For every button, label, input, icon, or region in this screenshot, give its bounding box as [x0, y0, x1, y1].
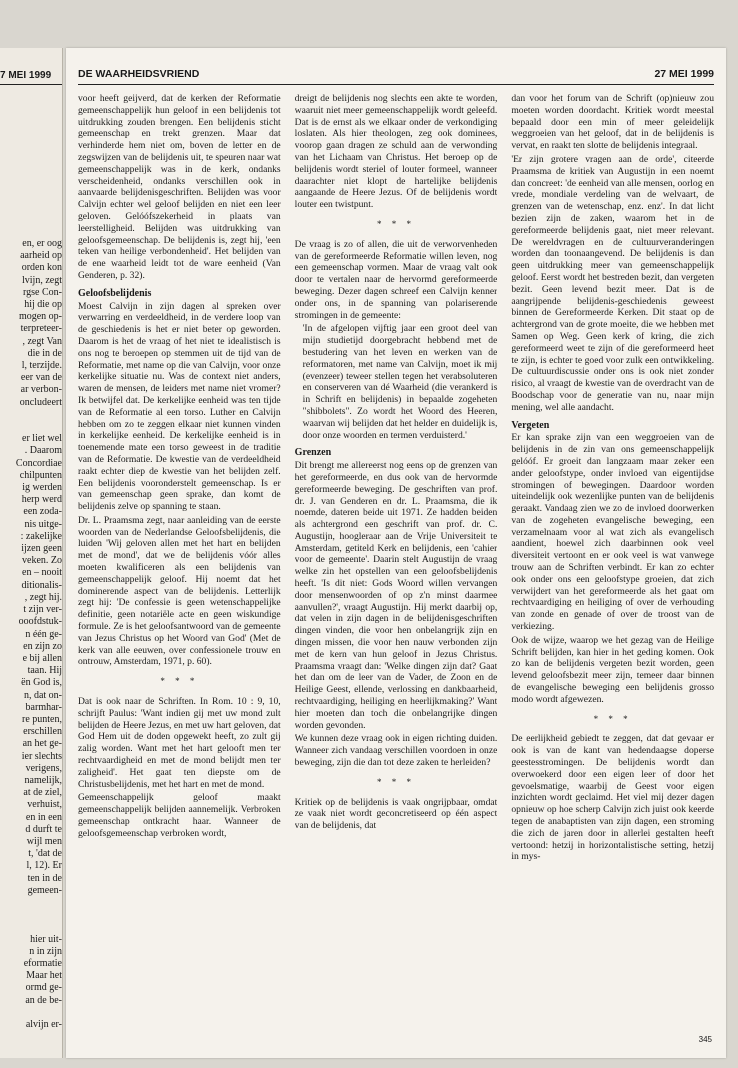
- paragraph: Gemeenschappelijk geloof maakt gemeenschappelijk belijden aannemelijk. Verbroken gemeenschap ontkracht haar. Wanneer de geloofsgemeenschap verbroken wordt,: [78, 792, 281, 839]
- paragraph: Moest Calvijn in zijn dagen al spreken over verwarring en verdeeldheid, in de verdere loop van de geschiedenis is het er niet beter op geworden. Daarom is het de vraag of het niet te idealistisch is ons nog te beroepen op stemmen uit de tijd van de Reformatie, met name op die van Calvijn, voor onze kerkelijke situatie nu. Was de context niet anders, waren de mensen, de leiders met name niet vromer? Ik betwijfel dat. De kerkelijke eenheid was ten tijde van de Reformatie al een torso. Luther en Calvijn hebben om zo te zeggen elkaar niet kunnen vinden in kerkelijke eenheid. De kerkelijke eenheid is in toenemende mate een torso geweest in de traditie van de Reformatie. De kwestie van de verdeeldheid raakt echter diep de kwestie van het belijden zelf. Een belijdenis vooronderstelt gemeenschap. Is er van gemeenschap geen sprake, dan komt de belijdenis zelve op spanning te staan.: [78, 300, 281, 513]
- previous-page-line: een zoda-: [23, 506, 62, 518]
- previous-page-line: herp werd: [21, 494, 62, 506]
- paragraph: De vraag is zo of allen, die uit de verworvenheden van de gereformeerde Reformatie willen leven, nog een gemeenschap vormen. Maar de vraag valt ook door te vertalen naar de hervormd gereformeerde beweging. Dezer dagen schreef een Calvijn kenner onder ons, in de spanning van polariserende stromingen in de gemeente:: [294, 238, 498, 321]
- previous-page-line: d durft te: [25, 823, 62, 835]
- previous-page-line: l, 12). Er: [26, 860, 62, 872]
- previous-page-line: n, dat on-: [23, 689, 62, 701]
- previous-page-line: re punten,: [22, 713, 62, 725]
- page-header: [78, 68, 714, 82]
- previous-page-line: ar verbon-: [20, 384, 62, 396]
- publication-title: DE WAARHEIDSVRIEND: [78, 68, 200, 80]
- paragraph: Dat is ook naar de Schriften. In Rom. 10 : 9, 10, schrijft Paulus: 'Want indien gij met uw mond zult belijden de Heere Jezus, en met uw hart geloven, dat God Hem uit de doden opgewekt heeft, zo zult gij zalig worden. Want met het hart gelooft men ter rechtvaardigheid en met de mond belijdt men ter zaligheid'. Het gaat ten diepste om de Christusbelijdenis, met het hart en met de mond.: [78, 696, 281, 790]
- previous-page-line: [0, 421, 62, 433]
- previous-page-line: en zijn zo: [23, 640, 62, 652]
- previous-page-line: orden kon: [21, 262, 62, 274]
- previous-page-line: Maar het: [26, 970, 62, 982]
- previous-page-line: en in een: [25, 811, 62, 823]
- previous-page-line: l, terzijde.: [21, 360, 62, 372]
- paragraph: Dr. L. Praamsma zegt, naar aanleiding van de eerste woorden van de Nederlandse Geloofsbelijdenis, die luiden 'Wij geloven allen met het hart en belijden met de mond', dat we de belijdenis vóór alles moeten kwalificeren als een belijdenis van gemeenschappelijk geloof. Hij noemt dat het dominerende aspect van de belijdenis. Letterlijk zegt hij: 'De confessie is geen wetenschappelijke definitie, geen notariële acte en geen wiskundige formule. Ze is het geloofsantwoord van de gemeente van Jezus Christus op het Woord van God' (Met de kerk van alle eeuwen, over confessionele trouw en ontrouw, Amsterdam, 1971, p. 60).: [78, 514, 281, 668]
- previous-page-line: , zegt hij.: [24, 591, 62, 603]
- previous-page-line: . Daarom: [24, 445, 62, 457]
- section-heading: Vergeten: [511, 419, 550, 431]
- magazine-page: [66, 48, 726, 1058]
- previous-page-line: erschillen: [23, 726, 62, 738]
- section-heading: Geloofsbelijdenis: [78, 287, 152, 299]
- previous-page-rule: [0, 84, 62, 85]
- paragraph: Kritiek op de belijdenis is vaak ongrijpbaar, omdat ze vaak niet wordt geconcretiseerd op één aspect van de belijdenis, dat: [294, 796, 498, 832]
- previous-page-line: hier uit-: [30, 933, 62, 945]
- previous-page-line: rgse Con-: [23, 286, 62, 298]
- previous-page-line: [0, 409, 62, 421]
- previous-page-line: at de ziel,: [23, 787, 62, 799]
- previous-page-line: barmhar-: [25, 701, 62, 713]
- previous-page-line: gemeen-: [27, 884, 62, 896]
- previous-page-date: 7 MEI 1999: [0, 70, 52, 81]
- paragraph: 'Er zijn grotere vragen aan de orde', citeerde Praamsma de kritiek van Augustijn in een noemt dan concreet: 'de eenheid van alle mensen, oorlog en vrede, mondiale verdeling van de welvaart, de grenzen van de wetenschap, enz. enz'. In dat licht bezien zijn de zaken, waarom het in de gereformeerde belijdenis gaat, niet meer relevant. De wereldvragen en de cultuurveranderingen worden dan toonaangevend. De belijdenis is dan geen uitdrukking meer van gemeenschappelijk geloof. Eerst wordt het bestreden bezit, dan vergeten bezit. Geen levend bezit meer. Dat is de aangrijpende belijdenis-geschiedenis geweest binnen de Gereformeerde Kerken. Dit staat op de achtergrond van de grote moeite, die we hebben met Samen op Weg. Geen kerk of kring, die zich gereformeerd weet te zijn of die gereformeerd heet te zijn, is echter te goed voor zulk een ontwikkeling. De cultuurdiscussie onder ons is ook niet zonder risico, al vraagt de kwestie van de overdracht van de Boodschap voor de generatie van nu, naar mijn mening, wel alle aandacht.: [511, 153, 715, 413]
- previous-page-line: veken. Zo: [22, 555, 62, 567]
- previous-page-line: [0, 921, 62, 933]
- previous-page-edge: [0, 48, 63, 1058]
- paragraph: We kunnen deze vraag ook in eigen richting duiden. Wanneer zich vandaag verschillen voordoen in onze beweging, zijn die dan tot deze zaken te herleiden?: [294, 733, 498, 769]
- previous-page-line: ën God is,: [21, 677, 62, 689]
- previous-page-line: [0, 1007, 62, 1019]
- previous-page-line: eer van de: [20, 372, 62, 384]
- page-number: 345: [698, 1035, 712, 1044]
- previous-page-line: ijzen geen: [21, 543, 62, 555]
- paragraph: Er kan sprake zijn van een weggroeien van de belijdenis in de zin van ons gemeenschappelijk gelóóf. Er groeit dan langzaam maar zeker een ander geloofstype, onder invloed van eigentijdse stromingen of bewegingen. Daardoor worden uiteindelijk ook wezenlijke punten van de belijdenis geraakt. Vandaag zien we zo de invloed doorwerken van de zogeheten evangelische beweging, een verzamelnaam voor al wat zich als evangelisch aandient, hoewel zich daarbinnen ook veel diversiteit vertoont en er ook veel is wat vanwege trouw aan de Schriften verbindt. Er kan zo echter ook onder ons een geloofstype groeien, dat zich verwijdert van het gereformeerde als het gaat om rechtvaardiging en heiliging of over de verhouding van zonde en genade of over de troost van de verkiezing.: [511, 432, 715, 633]
- previous-page-line: lvijn, zegt: [22, 274, 62, 286]
- paragraph: De eerlijkheid gebiedt te zeggen, dat dat gevaar er ook is van de kant van hedendaagse doperse geestesstromingen. De belijdenis wordt dan overwoekerd door een eigen leer of door het gevoelsmatige, waarbij de Geest voor eigen inzichten wordt geclaimd. Het viel mij dezer dagen opnieuw op hoe scherp Calvijn zich juist ook keerde tegen de anabaptisten van zijn dagen, een stroming die zich de jaren door in allerlei gestalten heeft vertoond: hetzij in horizontalistische setting, hetzij in mys-: [511, 733, 715, 863]
- previous-page-line: chilpunten: [19, 469, 62, 481]
- previous-page-line: t zijn ver-: [23, 604, 62, 616]
- previous-page-line: aarheid op: [20, 250, 62, 262]
- section-heading: Grenzen: [294, 447, 332, 459]
- section-divider: * * *: [593, 713, 632, 724]
- previous-page-line: wijl men: [26, 835, 62, 847]
- previous-page-line: ormd ge-: [25, 982, 62, 994]
- paragraph: Dit brengt me allereerst nog eens op de grenzen van het gereformeerde, en dus ook van de hervormde gereformeerde beweging. De geschriften van prof. dr. J. van Genderen en dr. L. Praamsma, die ik noemde, dateren beide uit 1971. Ze hadden beiden als achtergrond een geschrift van prof. dr. C. Augustijn, hoogleraar aan de Vrije Universiteit te Amsterdam, getiteld Kerk en belijdenis, een 'cahier voor de gemeente'. Daarin stelt Augustijn de vraag welke zin het opstellen van een geloofsbelijdenis heeft. 'Is dit niet: Gods Woord willen vervangen door mensenwoorden of op z'n minst daarmee aanvullen?', vraagt Augustijn. Hij merkt daarbij op, dat velen in zijn dagen in de belijdenisgeschriften dingen vinden, die voor hen onbelangrijk zijn en dingen missen, die voor hen nauw verbonden zijn met de kern van hun geloof in Jezus Christus. Praamsma vraagt dan: 'Welke dingen zijn dat? Gaat het dan om de leer van de Vader, de Zoon en de Heilige Geest, ellende, verlossing en dankbaarheid, rechtvaardiging, heiliging en heerlijkmaking?' Want hier moeten dan toch die onbelangrijke dingen worden gevonden.: [294, 460, 498, 731]
- previous-page-line: en, er oog: [22, 238, 62, 249]
- previous-page-line: taan. Hij: [27, 665, 62, 677]
- previous-page-line: an de be-: [25, 994, 62, 1006]
- previous-page-line: nis uitge-: [24, 518, 62, 530]
- previous-page-line: namelijk,: [24, 774, 62, 786]
- previous-page-text: [0, 238, 62, 1031]
- previous-page-line: an het ge-: [22, 738, 62, 750]
- previous-page-line: t, 'dat de: [28, 848, 62, 860]
- previous-page-line: Concordiae: [15, 457, 62, 469]
- previous-page-line: verhuist,: [27, 799, 62, 811]
- previous-page-line: terpreteer-: [20, 323, 62, 335]
- previous-page-line: ig werden: [22, 482, 62, 494]
- previous-page-line: mogen op-: [18, 311, 62, 323]
- previous-page-line: oncludeert: [19, 396, 62, 408]
- previous-page-line: en – nooit: [22, 567, 62, 579]
- previous-page-line: er liet wel: [22, 433, 62, 445]
- previous-page-line: n in zijn: [29, 945, 62, 957]
- issue-date: 27 MEI 1999: [654, 68, 714, 80]
- previous-page-line: e bij allen: [22, 652, 62, 664]
- previous-page-line: : zakelijke: [20, 530, 62, 542]
- block-quote: 'In de afgelopen vijftig jaar een groot deel van mijn studietijd doorgebracht hebbend met de bestudering van het leven en werken van de reformatoren, met name van Calvijn, moet ik mij (evenzeer) teweer stellen tegen het verabsoluteren en conserveren van dé Waarheid (die verankerd is in Schrift en belijdenis) in bepaalde zogeheten "shibbolets". Zo wordt het Woord des Heeren, waarvan wij belijden dat het helder en duidelijk is, door onze woorden en termen verduisterd.': [302, 323, 498, 441]
- previous-page-line: ier slechts: [21, 750, 62, 762]
- previous-page-line: eformatie: [23, 957, 62, 969]
- previous-page-line: [0, 897, 62, 909]
- previous-page-line: hij die op: [24, 299, 62, 311]
- column-2: [295, 93, 498, 1023]
- previous-page-line: n één ge-: [25, 628, 62, 640]
- previous-page-line: alvijn er-: [25, 1019, 62, 1030]
- paragraph: Ook de wijze, waarop we het gezag van de Heilige Schrift belijden, kan hier in het geding komen. Ook zo kan de belijdenis vergeten bezit worden, geen levend geloofsbezit meer zijn, temeer daar binnen de evangelische beweging een belijdenis grosso modo wordt afgewezen.: [511, 634, 715, 705]
- previous-page-line: ten in de: [27, 872, 62, 884]
- previous-page-line: [0, 909, 62, 921]
- column-1: [78, 93, 281, 1023]
- previous-page-line: ditionalis-: [21, 579, 62, 591]
- section-divider: * * *: [160, 676, 199, 687]
- header-rule: [78, 84, 714, 85]
- section-divider: * * *: [377, 776, 415, 787]
- section-divider: * * *: [377, 218, 415, 229]
- previous-page-line: ooofdstuk-: [18, 616, 62, 628]
- previous-page-line: die in de: [27, 347, 62, 359]
- article-columns: [78, 93, 714, 1023]
- previous-page-line: , zegt Van: [22, 335, 62, 347]
- column-3: [511, 93, 714, 1023]
- paragraph: dan voor het forum van de Schrift (op)nieuw zou moeten worden doordacht. Kritiek wordt meestal bepaald door een min of meer geleidelijk weggroeien van het geloof, dat in de belijdenis is vervat, en raakt ten slotte de belijdenis integraal.: [511, 93, 715, 152]
- previous-page-line: verigens,: [25, 762, 62, 774]
- paragraph: dreigt de belijdenis nog slechts een akte te worden, waaruit niet meer gemeenschappelijk wordt geleefd. Dat is de ernst als we elkaar onder de verkondiging loslaten. Als hier theologen, zeg ook dominees, voorop gaan dragen ze schuld aan de verwonding van het Lichaam van Christus. Het beroep op de belijdenis wordt steriel of louter formeel, wanneer daarachter niet klopt de hartelijke belijdenis aangaande de Heere Jezus. Of de belijdenis wordt louter een twistpunt.: [294, 93, 498, 211]
- paragraph: voor heeft geijverd, dat de kerken der Reformatie gemeenschappelijk hun geloof in een belijdenis tot uitdrukking zouden brengen. Een belijdenis sticht gemeenschap en trekt grenzen. Maar dat verhinderde hem niet om, boven de letter en de zegswijzen van de belijdenis uit, te speuren naar wat gemeenschappelijk was in de kerk, ondanks verscheidenheid, ondanks verschillen ook in aanvaarde belijdenisgeschriften. Belijden was voor Calvijn echter wel geloof belijden en niet een leer geloven. Gelóófszekerheid in plaats van leerstelligheid. Belijden was uitdrukking van geloofsgemeenschap. De belijdenis is, zegt hij, 'een teken van heilige verbondenheid'. Het belijden van de ene waarheid leidt tot de ware eenheid (Van Genderen, p. 32).: [78, 93, 281, 281]
